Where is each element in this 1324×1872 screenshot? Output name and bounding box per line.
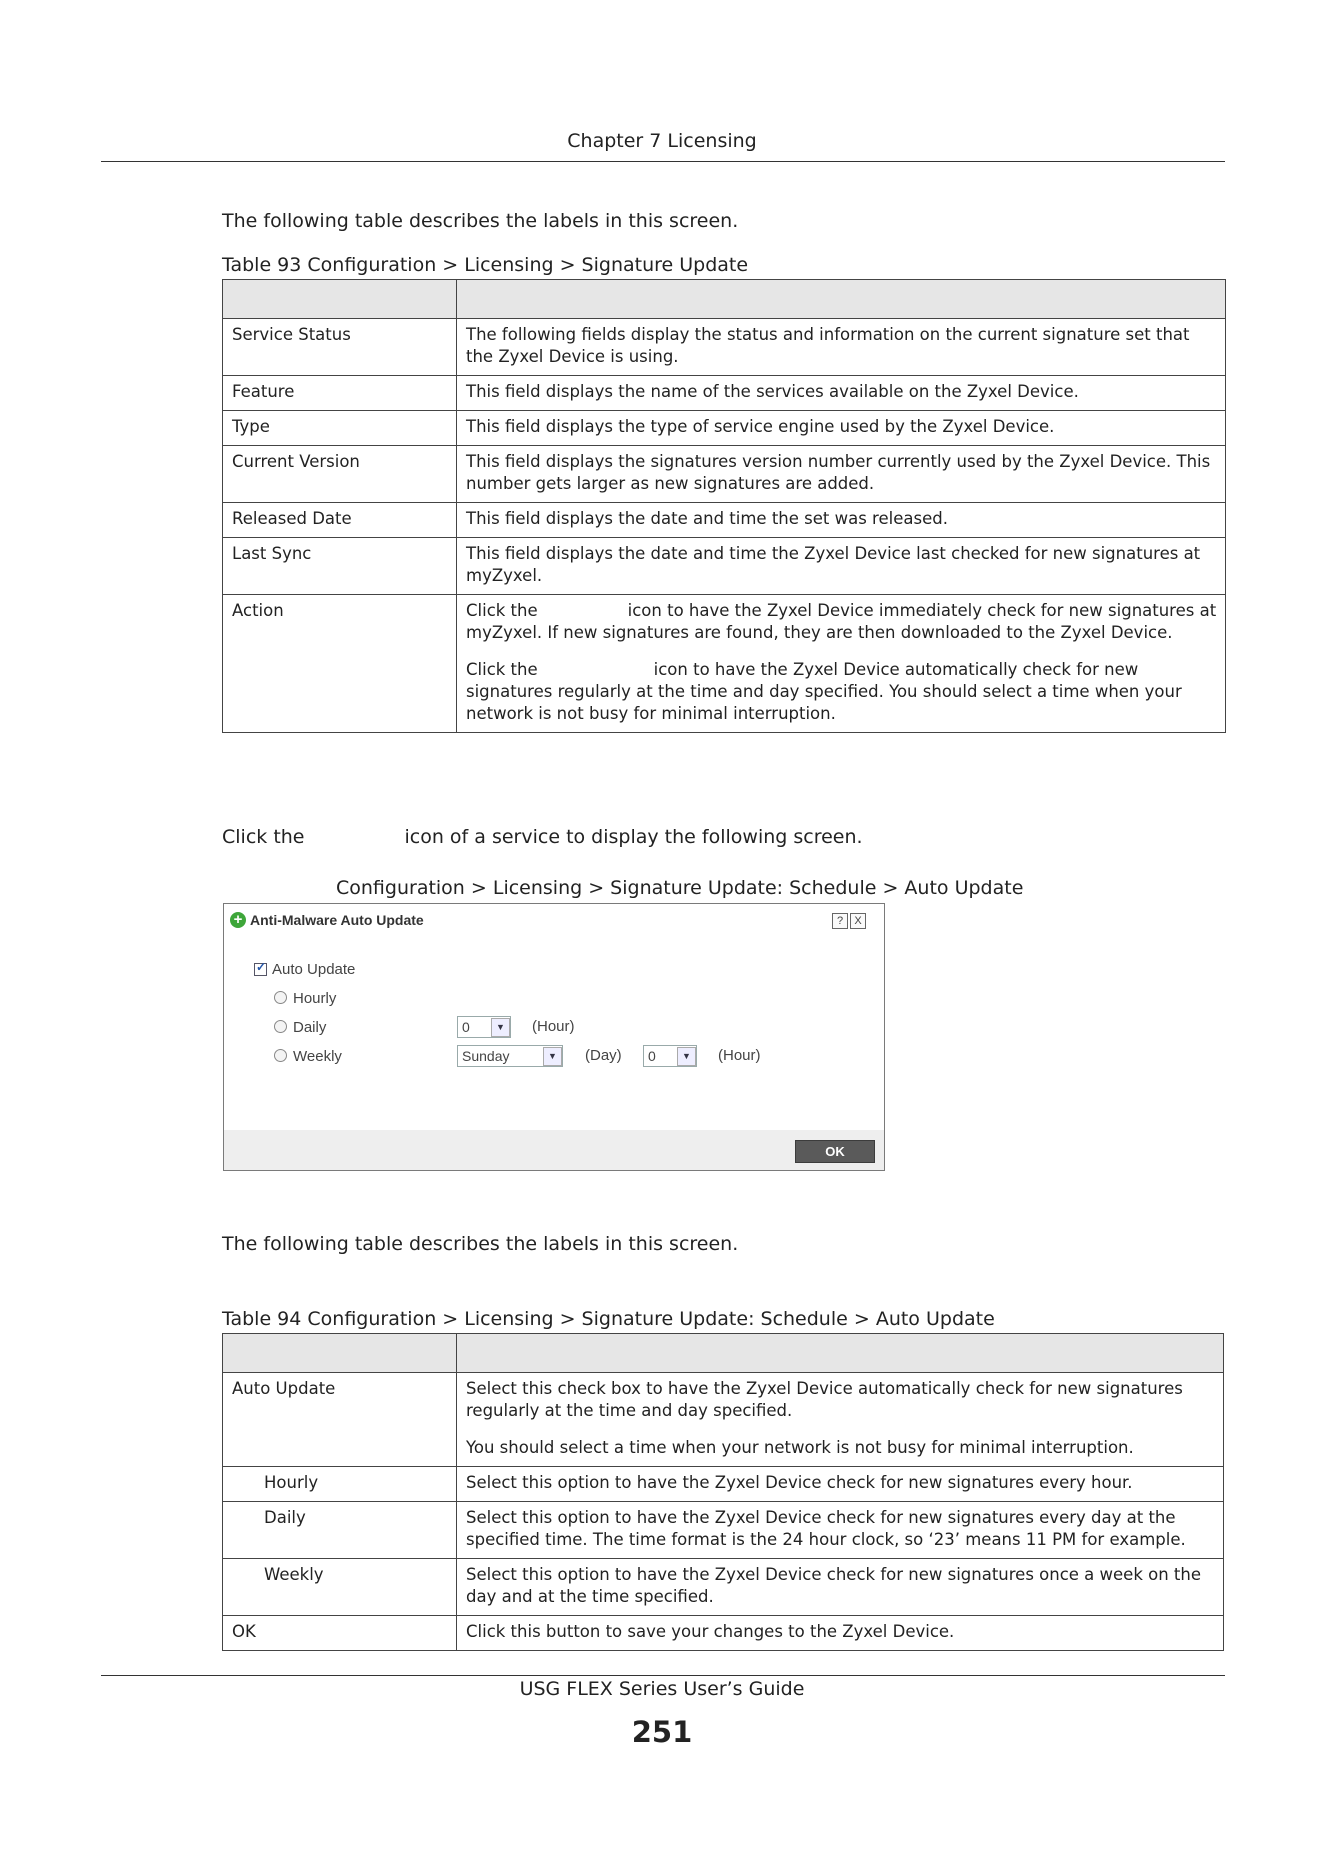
row-description: This field displays the date and time the set was released. (457, 503, 1226, 538)
table-row (223, 1559, 1224, 1616)
table-row (223, 376, 1226, 411)
hourly-label: Hourly (293, 990, 337, 1007)
row-description: This field displays the date and time the Zyxel Device last checked for new signatures at myZyxel. (457, 538, 1226, 595)
row-label: Action (223, 595, 457, 733)
intro-paragraph: The following table describes the labels in this screen. (222, 210, 739, 232)
dialog-title: Anti-Malware Auto Update (250, 912, 424, 928)
table94-header-cell-label (223, 1334, 457, 1373)
close-button[interactable]: X (850, 913, 866, 929)
weekly-hour-select[interactable] (643, 1045, 697, 1067)
row-description: Select this option to have the Zyxel Device check for new signatures every hour. (457, 1467, 1224, 1502)
select-value: Sunday (462, 1048, 510, 1064)
table-row (223, 1616, 1224, 1651)
table93-header-cell-desc (457, 280, 1226, 319)
click-sentence (222, 826, 863, 848)
row-label: Hourly (223, 1467, 457, 1502)
action-text: icon to have the Zyxel Device automatically check for new signatures regularly at the time and day specified. You should select a time when your network is not busy for minimal interruption. (466, 660, 1182, 723)
select-value: 0 (648, 1048, 656, 1064)
hour-label: (Hour) (532, 1018, 575, 1035)
add-icon: + (230, 912, 246, 928)
chevron-down-icon: ▼ (677, 1047, 696, 1066)
action-paragraph-2 (466, 659, 1217, 725)
action-paragraph-1 (466, 600, 1217, 644)
row-label: Daily (223, 1502, 457, 1559)
row-description: Select this option to have the Zyxel Device check for new signatures every day at the specified time. The time format is the 24 hour clock, so ‘23’ means 11 PM for example. (457, 1502, 1224, 1559)
help-button[interactable]: ? (832, 913, 848, 929)
weekly-radio[interactable] (274, 1049, 287, 1062)
row-label: Auto Update (223, 1373, 457, 1467)
table94-header-row (223, 1334, 1224, 1373)
dialog-header (224, 904, 884, 936)
table-row (223, 319, 1226, 376)
daily-hour-select[interactable] (457, 1016, 511, 1038)
footer-rule (101, 1675, 1225, 1676)
page-number: 251 (631, 1715, 693, 1749)
table94 (222, 1333, 1224, 1651)
row-label: Current Version (223, 446, 457, 503)
table93-header-row (223, 280, 1226, 319)
table-row (223, 411, 1226, 446)
daily-radio[interactable] (274, 1020, 287, 1033)
table93-header-cell-label (223, 280, 457, 319)
daily-label: Daily (293, 1019, 327, 1036)
row-description: This field displays the type of service engine used by the Zyxel Device. (457, 411, 1226, 446)
figure-caption: Configuration > Licensing > Signature Update: Schedule > Auto Update (336, 877, 1024, 899)
row-description: The following fields display the status and information on the current signature set that the Zyxel Device is using. (457, 319, 1226, 376)
auto-update-dialog (223, 903, 885, 1171)
day-label: (Day) (585, 1047, 622, 1064)
table93-caption: Table 93 Configuration > Licensing > Signature Update (222, 254, 749, 276)
weekly-day-select[interactable] (457, 1045, 563, 1067)
weekly-label: Weekly (293, 1048, 342, 1065)
table-row (223, 1373, 1224, 1467)
row-label: Released Date (223, 503, 457, 538)
row-label: Weekly (223, 1559, 457, 1616)
row-label: Service Status (223, 319, 457, 376)
row-description (457, 595, 1226, 733)
check-icon: ✓ (256, 960, 267, 974)
hourly-radio[interactable] (274, 991, 287, 1004)
row-label: Type (223, 411, 457, 446)
dialog-footer (224, 1130, 884, 1170)
footer-title: USG FLEX Series User’s Guide (519, 1678, 805, 1700)
table94-header-cell-desc (457, 1334, 1224, 1373)
ok-button[interactable]: OK (795, 1140, 875, 1163)
table-row (223, 1467, 1224, 1502)
auto-update-checkbox[interactable] (254, 960, 267, 976)
header-rule (101, 161, 1225, 162)
table-row (223, 595, 1226, 733)
action-text: Click the (466, 601, 538, 620)
row-description: Select this option to have the Zyxel Device check for new signatures once a week on the day and at the time specified. (457, 1559, 1224, 1616)
row-description: Click this button to save your changes to the Zyxel Device. (457, 1616, 1224, 1651)
table-row (223, 503, 1226, 538)
row-description: This field displays the name of the services available on the Zyxel Device. (457, 376, 1226, 411)
table94-caption: Table 94 Configuration > Licensing > Signature Update: Schedule > Auto Update (222, 1308, 995, 1330)
chapter-header: Chapter 7 Licensing (567, 130, 757, 152)
row-label: Last Sync (223, 538, 457, 595)
select-value: 0 (462, 1019, 470, 1035)
row-description (457, 1373, 1224, 1467)
chevron-down-icon: ▼ (543, 1047, 562, 1066)
table93 (222, 279, 1226, 733)
row-label: Feature (223, 376, 457, 411)
click-text: icon of a service to display the following screen. (404, 826, 863, 848)
table-row (223, 538, 1226, 595)
action-text: icon to have the Zyxel Device immediately check for new signatures at myZyxel. If new signatures are found, they are then downloaded to the Zyxel Device. (466, 601, 1217, 642)
action-text: Click the (466, 660, 538, 679)
auto-update-desc-1: Select this check box to have the Zyxel Device automatically check for new signatures regularly at the time and day specified. (466, 1379, 1183, 1420)
table-row (223, 446, 1226, 503)
row-label: OK (223, 1616, 457, 1651)
auto-update-desc-2: You should select a time when your network is not busy for minimal interruption. (466, 1438, 1134, 1457)
intro-paragraph-2: The following table describes the labels in this screen. (222, 1233, 739, 1255)
hour-label: (Hour) (718, 1047, 761, 1064)
click-text: Click the (222, 826, 305, 848)
chevron-down-icon: ▼ (491, 1018, 510, 1037)
row-description: This field displays the signatures version number currently used by the Zyxel Device. This number gets larger as new signatures are added. (457, 446, 1226, 503)
auto-update-label: Auto Update (272, 961, 356, 978)
table-row (223, 1502, 1224, 1559)
